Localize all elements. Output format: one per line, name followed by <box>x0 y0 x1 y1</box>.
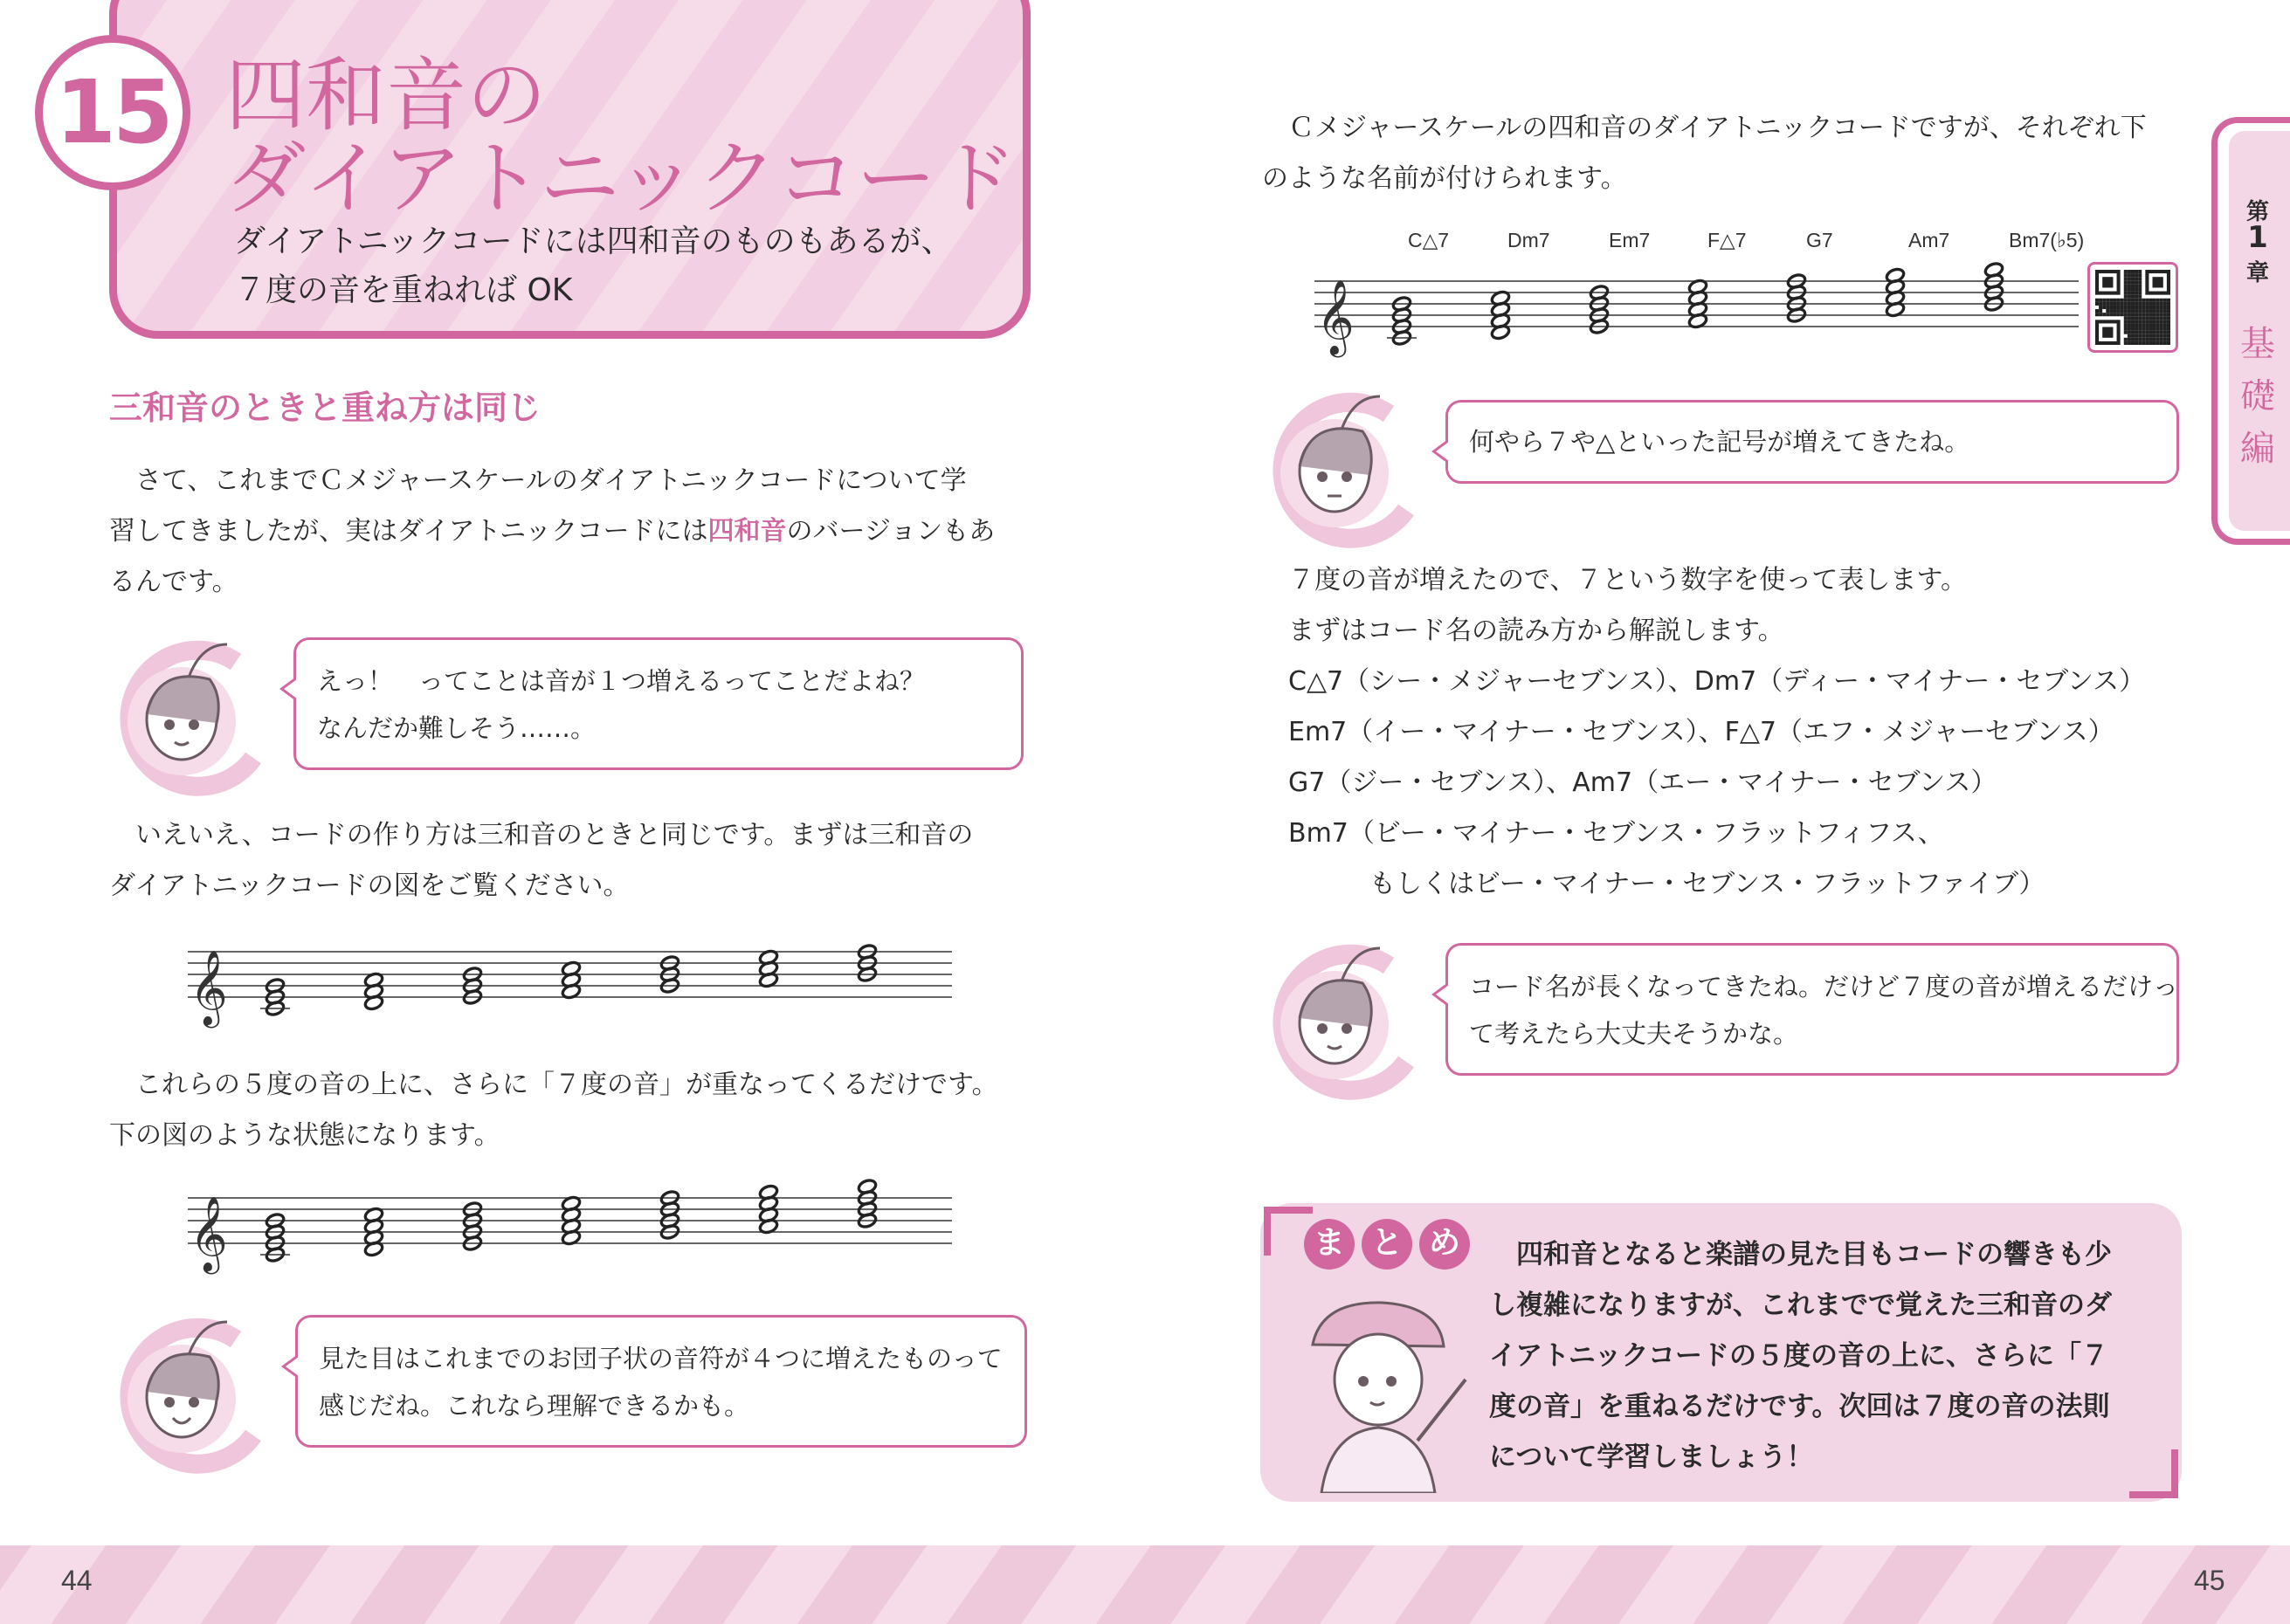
staff-sevenths <box>188 1179 952 1275</box>
para1-line1: さて、これまでＣメジャースケールのダイアトニックコードについて学 <box>135 465 967 496</box>
treble-clef-icon: 𝄞 <box>190 1196 228 1271</box>
conductor-character-icon <box>1286 1283 1470 1493</box>
side-tab-char: 編 <box>2240 429 2275 469</box>
bubble4-line1: コード名が長くなってきたね。だけど７度の音が増えるだけっ <box>1469 972 2179 1001</box>
summary-line: 度の音」を重ねるだけです。次回は７度の音の法則 <box>1489 1391 2110 1422</box>
page-number-left: 44 <box>61 1565 93 1596</box>
bubble4-line2: て考えたら大丈夫そうかな。 <box>1469 1019 1799 1049</box>
para1-line2b: のバージョンもあ <box>786 516 996 547</box>
summary-tag-me: め <box>1419 1219 1470 1270</box>
character-avatar-icon <box>1258 931 1432 1105</box>
bubble3-text: 何やら７や△といった記号が増えてきたね。 <box>1469 427 1970 457</box>
staff-triads <box>188 932 952 1029</box>
bubble2-line2: 感じだね。これなら理解できるかも。 <box>319 1391 750 1421</box>
intro-line2: のような名前が付けられます。 <box>1262 163 1627 194</box>
summary-box <box>1260 1203 2182 1502</box>
summary-line: し複雑になりますが、これまでで覚えた三和音のダ <box>1489 1290 2112 1321</box>
staff-named-sevenths <box>1314 262 2079 358</box>
summary-text <box>1489 1229 2112 1483</box>
chord-label: Em7 <box>1609 229 1651 251</box>
treble-clef-icon: 𝄞 <box>190 950 228 1025</box>
bubble2-line1: 見た目はこれまでのお団子状の音符が４つに増えたものって <box>319 1344 1003 1373</box>
intro-line1: Ｃメジャースケールの四和音のダイアトニックコードですが、それぞれ下 <box>1288 113 2147 143</box>
summary-line: イアトニックコードの５度の音の上に、さらに「７ <box>1489 1340 2108 1372</box>
summary-line: 四和音となると楽譜の見た目もコードの響きも少 <box>1489 1239 2112 1270</box>
para3-line2: 下の図のような状態になります。 <box>109 1120 500 1151</box>
speech-bubble-2 <box>295 1315 1027 1448</box>
subtitle-line-2: ７度の音を重ねれば OK <box>234 272 573 308</box>
qr-code-icon[interactable] <box>2087 262 2178 353</box>
para1-line3: るんです。 <box>109 567 238 597</box>
summary-tag-ma: ま <box>1304 1219 1355 1270</box>
chord-reading-line: Bm7（ビー・マイナー・セブンス・フラットフィフス、 <box>1288 818 1944 849</box>
side-tab-char: 第 <box>2245 199 2269 225</box>
character-avatar-icon <box>105 627 279 802</box>
chord-label: F△7 <box>1707 229 1747 251</box>
chord-label: G7 <box>1806 229 1833 251</box>
chord-reading-line: まずはコード名の読み方から解説します。 <box>1288 616 1784 646</box>
bubble1-line1: えっ！ ってことは音が１つ増えるってことだよね？ <box>317 666 926 696</box>
chord-label: C△7 <box>1408 229 1450 251</box>
speech-bubble-1 <box>293 637 1024 770</box>
speech-bubble-3 <box>1445 400 2179 484</box>
para1-line2a: 習してきましたが、実はダイアトニックコードには <box>109 516 708 547</box>
chord-reading-line: C△7（シー・メジャーセブンス）、Dm7（ディー・マイナー・セブンス） <box>1288 666 2146 697</box>
chord-reading-line: ７度の音が増えたので、７という数字を使って表します。 <box>1288 565 1967 595</box>
footer-band <box>0 1545 2290 1624</box>
title-line-1: 四和音の <box>225 49 548 142</box>
para2-line1: いえいえ、コードの作り方は三和音のときと同じです。まずは三和音の <box>135 820 974 850</box>
subtitle-line-1: ダイアトニックコードには四和音のものもあるが、 <box>234 224 953 259</box>
title-line-2: ダイアトニックコード <box>225 132 1017 225</box>
side-tab-char: 基 <box>2240 324 2275 364</box>
chord-label: Am7 <box>1908 229 1950 251</box>
chord-reading-line: G7（ジー・セブンス）、Am7（エー・マイナー・セブンス） <box>1288 767 1997 798</box>
side-tab-char: 章 <box>2245 260 2269 286</box>
side-tab-char: 礎 <box>2240 376 2275 416</box>
chord-label: Bm7(♭5) <box>2009 229 2085 251</box>
para1-line2 <box>109 506 995 557</box>
character-avatar-icon <box>1258 379 1432 554</box>
highlight-term: 四和音 <box>707 516 787 547</box>
character-avatar-icon <box>105 1304 279 1479</box>
page-number-right: 45 <box>2194 1565 2225 1596</box>
treble-clef-icon: 𝄞 <box>1316 279 1355 354</box>
chord-reading-line-indented: もしくはビー・マイナー・セブンス・フラットファイブ） <box>1369 869 2045 899</box>
summary-tag-to: と <box>1362 1219 1412 1270</box>
speech-bubble-4 <box>1445 943 2179 1076</box>
side-tab-char: 1 <box>2247 220 2268 255</box>
summary-line: について学習しましょう！ <box>1489 1442 1814 1473</box>
bubble1-line2: なんだか難しそう……。 <box>317 713 597 743</box>
chord-reading-line: Em7（イー・マイナー・セブンス）、F△7（エフ・メジャーセブンス） <box>1288 717 2114 747</box>
para2-line2: ダイアトニックコードの図をご覧ください。 <box>109 870 630 901</box>
chapter-number-badge: 15 <box>35 35 190 190</box>
section-heading: 三和音のときと重ね方は同じ <box>109 389 541 427</box>
para3-line1: これらの５度の音の上に、さらに「７度の音」が重なってくるだけです。 <box>135 1070 998 1100</box>
chord-label: Dm7 <box>1507 229 1550 251</box>
